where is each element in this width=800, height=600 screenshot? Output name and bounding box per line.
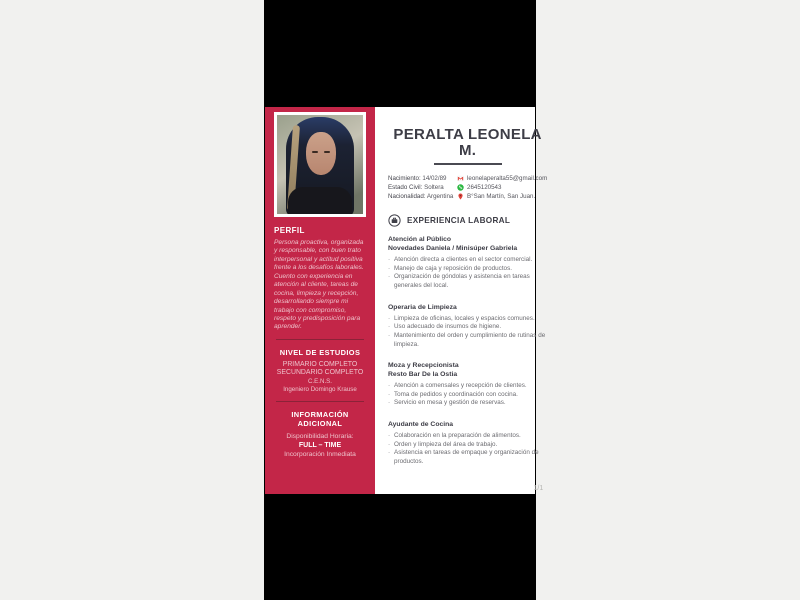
experience-section-title: EXPERIENCIA LABORAL (407, 216, 511, 226)
job-bullet-list (388, 315, 547, 350)
education-item: SECUNDARIO COMPLETO (276, 369, 364, 377)
job-bullet: · Toma de pedidos y coordinación con cocina. (388, 391, 547, 400)
personal-label: Nacionalidad: (388, 193, 426, 201)
job-list (388, 236, 547, 466)
job-bullet: · Organización de góndolas y asistencia en tareas generales del local. (388, 273, 547, 290)
contact-value: leonelaperalta55@gmail.com (467, 174, 548, 182)
job-bullet: · Colaboración en la preparación de alimentos. (388, 432, 547, 441)
job-company: Resto Bar De la Ostia (388, 371, 458, 379)
photo-frame (274, 112, 366, 217)
viewer-letterbox (264, 0, 548, 600)
contact-value: B°San Martín, San Juan. (467, 193, 536, 201)
experience-section-header (388, 214, 547, 227)
personal-list (388, 174, 454, 202)
name-underline (434, 163, 502, 165)
job-entry (388, 304, 547, 350)
additional-info-line: FULL – TIME (298, 441, 342, 449)
profile-text: Persona proactiva, organizada y responsable, con buen trato interpersonal y actitud positiva frente a los desafíos laborales. Cuento con experiencia en atención al cliente, tareas de cocina, limpieza y recepción, desarrollando siempre mi trabajo con compromiso, respeto y predisposición para aprender. (274, 239, 364, 331)
personal-value: Argentina (425, 193, 454, 201)
job-entry (388, 362, 547, 408)
personal-value: Soltera (422, 183, 444, 191)
education-section-title: NIVEL DE ESTUDIOS (279, 347, 361, 357)
cv-page (265, 107, 548, 494)
portrait-photo (277, 115, 363, 214)
education-item: Ingeniero Domingo Krause (283, 385, 357, 393)
personal-value: 14/02/89 (420, 174, 447, 182)
candidate-name: PERALTA LEONELA M. (393, 126, 542, 159)
job-bullet: · Mantenimiento del orden y cumplimiento de rutinas de limpieza. (388, 332, 547, 349)
job-bullet: · Asistencia en tareas de empaque y organización de productos. (388, 449, 547, 466)
job-bullet: · Atención a comensales y recepción de clientes. (388, 382, 547, 391)
job-bullet: · Limpieza de oficinas, locales y espacios comunes. (388, 315, 547, 324)
additional-info-section-title: INFORMACIÓN ADICIONAL (291, 409, 349, 428)
additional-info-line: Incorporación Inmediata (284, 451, 356, 459)
sidebar-divider (276, 401, 364, 402)
cv-sidebar (265, 107, 375, 494)
job-bullet: · Servicio en mesa y gestión de reservas. (388, 399, 547, 408)
contact-value: 2645120543 (467, 183, 502, 191)
photo-eye-right (324, 151, 330, 153)
job-bullet: · Uso adecuado de insumos de higiene. (388, 323, 547, 332)
whatsapp-icon (457, 184, 464, 191)
job-role: Atención al Público (388, 236, 452, 244)
sidebar-divider (276, 339, 364, 340)
photo-face (306, 132, 336, 175)
job-role: Moza y Recepcionista (388, 362, 459, 370)
briefcase-icon (388, 214, 401, 227)
additional-info-line: Disponibilidad Horaria: (286, 432, 354, 440)
personal-label: Estado Civil: (388, 183, 423, 191)
education-item: C.E.N.S. (307, 378, 333, 386)
job-company: Novedades Daniela / Minisúper Gabriela (388, 245, 518, 253)
cv-main-content (375, 107, 555, 494)
map-pin-icon (457, 193, 464, 200)
photo-torso (288, 187, 352, 214)
job-bullet: · Manejo de caja y reposición de productos. (388, 265, 547, 274)
contact-item (457, 174, 547, 183)
personal-item (388, 192, 454, 201)
page-indicator: 1/1 (533, 485, 544, 492)
education-list (274, 361, 366, 394)
education-item: PRIMARIO COMPLETO (282, 360, 358, 368)
job-bullet-list (388, 432, 547, 467)
contact-item (457, 183, 547, 192)
job-role: Operaria de Limpieza (388, 303, 457, 311)
job-bullet: · Atención directa a clientes en el sector comercial. (388, 256, 547, 265)
job-bullet-list (388, 256, 547, 291)
job-role: Ayudante de Cocina (388, 421, 454, 429)
job-bullet: · Orden y limpieza del área de trabajo. (388, 441, 547, 450)
contact-list (457, 174, 547, 202)
job-entry (388, 421, 547, 467)
personal-item (388, 183, 450, 192)
additional-info-list (274, 432, 366, 460)
personal-info-block (388, 174, 547, 202)
personal-item (388, 174, 450, 183)
job-bullet-list (388, 382, 547, 408)
photo-eye-left (312, 151, 318, 153)
contact-item (457, 192, 547, 201)
job-entry (388, 236, 547, 290)
gmail-icon (457, 175, 464, 182)
personal-label: Nacimiento: (388, 174, 421, 182)
profile-section-title: PERFIL (274, 226, 305, 235)
